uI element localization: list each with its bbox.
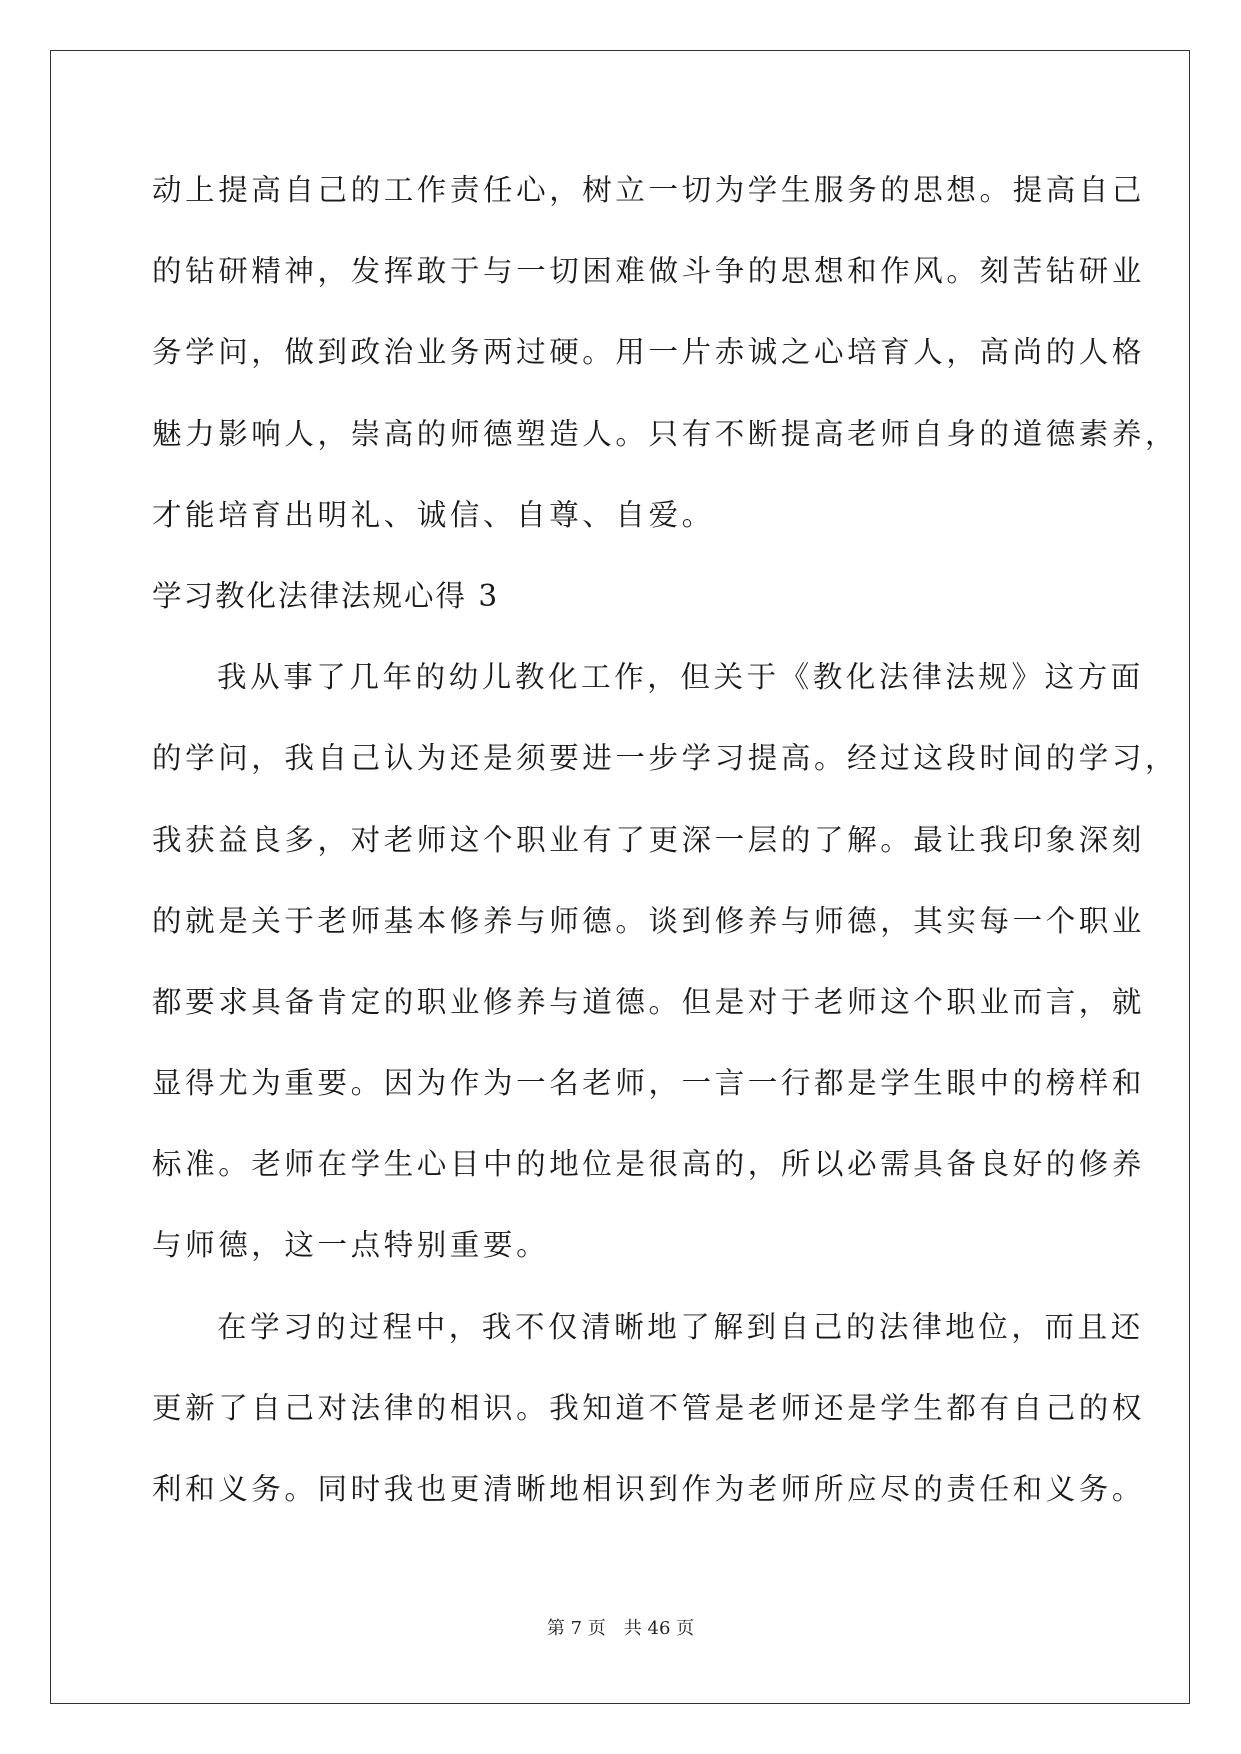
- document-body: [152, 150, 1179, 1530]
- text-line: 的学问，我自己认为还是须要进一步学习提高。经过这段时间的学习，: [152, 741, 1179, 776]
- text-line: 显得尤为重要。因为作为一名老师，一言一行都是学生眼中的榜样和: [152, 1066, 1146, 1101]
- paragraph-3: [152, 1287, 1146, 1531]
- paragraph-continuation: [152, 150, 1179, 556]
- text-line: 的钻研精神，发挥敢于与一切困难做斗争的思想和作风。刻苦钻研业: [152, 254, 1146, 289]
- text-line: 务学问，做到政治业务两过硬。用一片赤诚之心培育人，高尚的人格: [152, 335, 1146, 370]
- page-number-footer: 第 7 页 共 46 页: [546, 1618, 695, 1639]
- text-line: 我从事了几年的幼儿教化工作，但关于《教化法律法规》这方面: [217, 660, 1144, 695]
- text-line: 在学习的过程中，我不仅清晰地了解到自己的法律地位，而且还: [217, 1309, 1144, 1344]
- text-line: 与师德，这一点特别重要。: [152, 1228, 550, 1263]
- paragraph-2: [152, 637, 1179, 1287]
- text-line: 我获益良多，对老师这个职业有了更深一层的了解。最让我印象深刻: [152, 822, 1146, 857]
- text-line: 才能培育出明礼、诚信、自尊、自爱。: [152, 497, 715, 532]
- text-line: 更新了自己对法律的相识。我知道不管是老师还是学生都有自己的权: [152, 1390, 1146, 1425]
- text-line: 动上提高自己的工作责任心，树立一切为学生服务的思想。提高自己: [152, 173, 1146, 207]
- section-heading: 学习教化法律法规心得 3: [152, 578, 500, 613]
- text-line: 魅力影响人，崇高的师德塑造人。只有不断提高老师自身的道德素养，: [152, 416, 1179, 451]
- text-line: 的就是关于老师基本修养与师德。谈到修养与师德，其实每一个职业: [152, 903, 1146, 938]
- text-line: 都要求具备肯定的职业修养与道德。但是对于老师这个职业而言，就: [152, 984, 1146, 1019]
- text-line: 标准。老师在学生心目中的地位是很高的，所以必需具备良好的修养: [152, 1147, 1146, 1182]
- text-line: 利和义务。同时我也更清晰地相识到作为老师所应尽的责任和义务。: [152, 1472, 1146, 1506]
